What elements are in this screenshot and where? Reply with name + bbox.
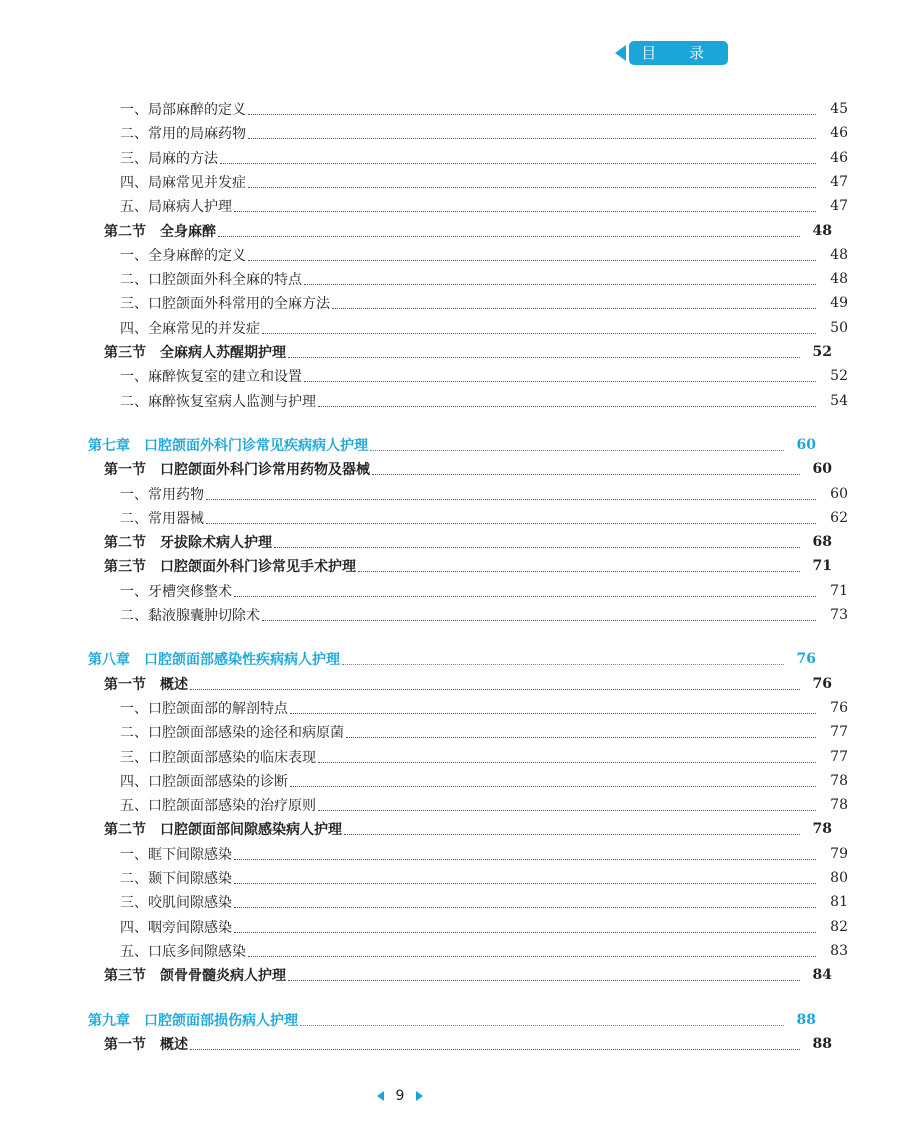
toc-entry-title: 一、局部麻醉的定义 <box>120 102 246 118</box>
toc-item[interactable] <box>0 146 920 170</box>
leader-dots <box>234 595 816 597</box>
prev-page-icon[interactable] <box>377 1091 384 1101</box>
toc-chapter[interactable] <box>0 433 888 457</box>
toc-entry-title: 一、麻醉恢复室的建立和设置 <box>120 369 302 386</box>
leader-dots <box>262 332 816 334</box>
leader-dots <box>248 137 816 139</box>
toc-page-number: 60 <box>812 461 832 478</box>
toc-item[interactable] <box>0 267 920 291</box>
toc-page-number: 48 <box>830 246 848 263</box>
toc-item[interactable] <box>0 194 920 218</box>
toc-entry-title: 三、咬肌间隙感染 <box>120 895 232 912</box>
toc-page-number: 73 <box>830 607 848 623</box>
toc-item[interactable] <box>0 603 920 627</box>
next-page-icon[interactable] <box>416 1091 423 1101</box>
leader-dots <box>248 113 816 115</box>
leader-dots <box>234 882 816 884</box>
leader-dots <box>190 688 800 690</box>
toc-entry-title: 四、全麻常见的并发症 <box>120 320 260 337</box>
toc-page-number: 47 <box>830 198 848 215</box>
leader-dots <box>190 1048 800 1050</box>
toc-tab-label: 目 录 <box>629 41 728 65</box>
toc-entry-title: 四、咽旁间隙感染 <box>120 919 232 936</box>
toc-entry-title: 二、常用的局麻药物 <box>120 126 246 143</box>
leader-dots <box>274 546 800 548</box>
toc-page-number: 77 <box>830 724 848 741</box>
toc-item[interactable] <box>0 939 920 963</box>
toc-entry-title: 五、口腔颌面部感染的治疗原则 <box>120 798 316 815</box>
toc-page-number: 77 <box>830 748 848 765</box>
toc-entry-title: 二、麻醉恢复室病人监测与护理 <box>120 393 316 410</box>
toc-page-number: 48 <box>830 271 848 288</box>
leader-dots <box>288 979 800 981</box>
toc-item[interactable] <box>0 291 920 315</box>
toc-entry-title: 第二节 牙拔除术病人护理 <box>104 535 272 552</box>
toc-entry-title: 三、口腔颌面外科常用的全麻方法 <box>120 296 330 313</box>
toc-page-number: 82 <box>830 918 848 935</box>
toc-section[interactable] <box>0 963 904 987</box>
toc-chapter[interactable] <box>0 647 888 671</box>
leader-dots <box>234 931 816 933</box>
leader-dots <box>318 761 816 763</box>
leader-dots <box>234 858 816 860</box>
leader-dots <box>300 1024 784 1026</box>
toc-entry-title: 三、口腔颌面部感染的临床表现 <box>120 749 316 766</box>
toc-section[interactable] <box>0 457 904 481</box>
toc-page-number: 48 <box>812 222 832 239</box>
toc-entry-title: 二、常用器械 <box>120 510 204 527</box>
leader-dots <box>304 380 816 382</box>
page-number: 9 <box>395 1088 405 1104</box>
toc-item[interactable] <box>0 170 920 194</box>
toc-entry-title: 四、局麻常见并发症 <box>120 174 246 191</box>
toc-page-number: 45 <box>830 101 848 117</box>
toc-item[interactable] <box>0 121 920 145</box>
toc-section[interactable] <box>0 530 904 554</box>
toc-page-number: 76 <box>796 651 816 668</box>
leader-dots <box>206 522 816 524</box>
toc-section[interactable] <box>0 219 904 243</box>
toc-page-number: 76 <box>812 675 832 692</box>
leader-dots <box>358 570 800 572</box>
leader-dots <box>342 663 784 665</box>
tab-arrow-icon <box>615 45 626 61</box>
toc-section[interactable] <box>0 340 904 364</box>
toc-entry-title: 第七章 口腔颌面外科门诊常见疾病病人护理 <box>88 437 368 454</box>
leader-dots <box>234 210 816 212</box>
toc-entry-title: 三、局麻的方法 <box>120 150 218 167</box>
toc-item[interactable] <box>0 696 920 720</box>
leader-dots <box>248 186 816 188</box>
toc-page-number: 78 <box>830 797 848 814</box>
toc-entry-title: 一、口腔颌面部的解剖特点 <box>120 700 288 717</box>
toc-chapter[interactable] <box>0 1008 888 1032</box>
leader-dots <box>332 307 816 309</box>
toc-page-number: 68 <box>812 534 832 551</box>
toc-item[interactable] <box>0 842 920 866</box>
leader-dots <box>248 955 816 957</box>
toc-page-number: 78 <box>830 772 848 789</box>
toc-entry-title: 第九章 口腔颌面部损伤病人护理 <box>88 1012 298 1029</box>
toc-item[interactable] <box>0 866 920 890</box>
toc-item[interactable] <box>0 482 920 506</box>
leader-dots <box>234 906 816 908</box>
toc-item[interactable] <box>0 243 920 267</box>
toc-item[interactable] <box>0 793 920 817</box>
toc-entry-title: 第一节 概述 <box>104 676 188 693</box>
toc-item[interactable] <box>0 364 920 388</box>
toc-page-number: 62 <box>830 509 848 526</box>
toc-page-number: 71 <box>812 558 832 575</box>
toc-page-number: 50 <box>830 319 848 336</box>
toc-entry-title: 第二节 口腔颌面部间隙感染病人护理 <box>104 822 342 839</box>
toc-entry-title: 第三节 颌骨骨髓炎病人护理 <box>104 968 286 985</box>
leader-dots <box>372 473 800 475</box>
toc-page-number: 52 <box>830 368 848 385</box>
leader-dots <box>220 162 816 164</box>
toc-entry-title: 五、局麻病人护理 <box>120 199 232 216</box>
toc-page-number: 71 <box>830 582 848 599</box>
toc-entry-title: 第一节 口腔颌面外科门诊常用药物及器械 <box>104 462 370 479</box>
toc-page-number: 60 <box>796 436 816 453</box>
toc-page-number: 80 <box>830 870 848 886</box>
toc-entry-title: 五、口底多间隙感染 <box>120 943 246 960</box>
toc-section[interactable] <box>0 817 904 841</box>
leader-dots <box>344 833 800 835</box>
toc-page-number: 60 <box>830 485 848 502</box>
toc-entry-title: 二、黏液腺囊肿切除术 <box>120 608 260 624</box>
toc-item[interactable] <box>0 769 920 793</box>
toc-item[interactable] <box>0 890 920 914</box>
toc-page-number: 83 <box>830 942 848 959</box>
toc-entry-title: 一、全身麻醉的定义 <box>120 247 246 264</box>
toc-entry-title: 一、眶下间隙感染 <box>120 846 232 863</box>
toc-item[interactable] <box>0 506 920 530</box>
toc-entry-title: 第二节 全身麻醉 <box>104 223 216 240</box>
toc-page-number: 79 <box>830 845 848 862</box>
toc-page-number: 52 <box>812 344 832 360</box>
toc-item[interactable] <box>0 915 920 939</box>
toc-item[interactable] <box>0 745 920 769</box>
toc-page-number: 46 <box>830 149 848 166</box>
toc-entry-title: 四、口腔颌面部感染的诊断 <box>120 773 288 790</box>
toc-entry-title: 第三节 口腔颌面外科门诊常见手术护理 <box>104 559 356 576</box>
leader-dots <box>346 736 816 738</box>
toc-page-number: 46 <box>830 125 848 142</box>
toc-page-number: 81 <box>830 894 848 911</box>
toc-page-number: 88 <box>812 1035 832 1052</box>
toc-page-number: 47 <box>830 173 848 190</box>
leader-dots <box>318 405 816 407</box>
toc-page-number: 76 <box>830 699 848 716</box>
toc-item[interactable] <box>0 316 920 340</box>
toc-item[interactable] <box>0 97 920 121</box>
toc-entry-title: 第三节 全麻病人苏醒期护理 <box>104 345 286 361</box>
leader-dots <box>248 259 816 261</box>
toc-entry-title: 第一节 概述 <box>104 1036 188 1053</box>
toc-entry-title: 一、牙槽突修整术 <box>120 583 232 600</box>
page-footer <box>0 1088 800 1104</box>
toc-entry-title: 一、常用药物 <box>120 486 204 503</box>
toc-item[interactable] <box>0 389 920 413</box>
leader-dots <box>206 498 816 500</box>
toc-entry-title: 二、口腔颌面外科全麻的特点 <box>120 272 302 289</box>
toc-page-number: 88 <box>796 1011 816 1028</box>
toc-item[interactable] <box>0 579 920 603</box>
leader-dots <box>370 449 784 451</box>
toc-page-number: 49 <box>830 295 848 312</box>
toc-page-number: 78 <box>812 821 832 838</box>
toc-entry-title: 第八章 口腔颌面部感染性疾病病人护理 <box>88 652 340 669</box>
leader-dots <box>318 809 816 811</box>
toc-section[interactable] <box>0 1032 904 1056</box>
leader-dots <box>304 283 816 285</box>
toc-section[interactable] <box>0 554 904 578</box>
toc-tab <box>615 41 728 65</box>
toc-page-number: 54 <box>830 392 848 409</box>
toc-item[interactable] <box>0 720 920 744</box>
leader-dots <box>262 619 816 621</box>
toc-section[interactable] <box>0 672 904 696</box>
leader-dots <box>290 785 816 787</box>
toc-entry-title: 二、颞下间隙感染 <box>120 871 232 887</box>
toc-page-number: 84 <box>812 967 832 984</box>
leader-dots <box>290 712 816 714</box>
leader-dots <box>218 235 800 237</box>
toc-entry-title: 二、口腔颌面部感染的途径和病原菌 <box>120 725 344 742</box>
leader-dots <box>288 356 800 358</box>
